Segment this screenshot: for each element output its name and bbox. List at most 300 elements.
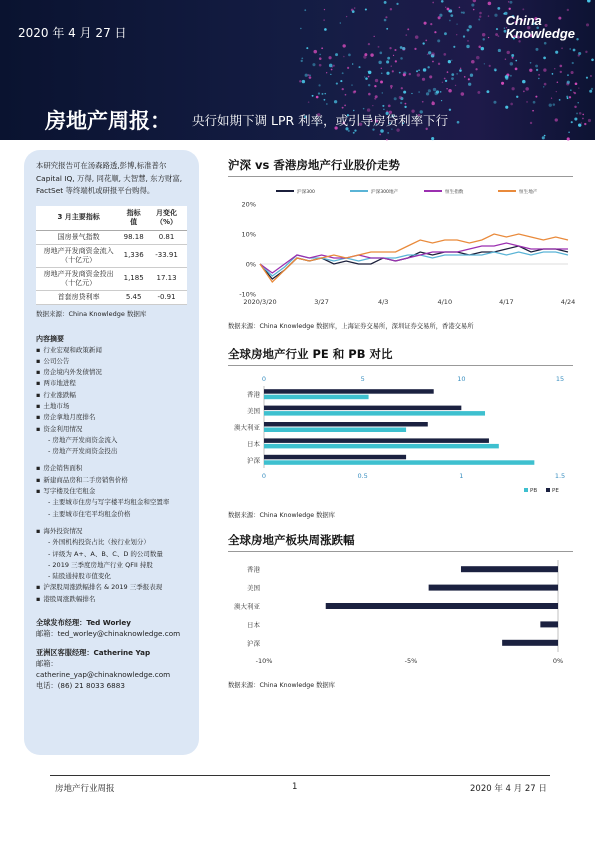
banner-dot [479, 16, 481, 18]
banner-dot [326, 103, 328, 105]
banner-dot [390, 8, 392, 10]
pb-bar [264, 395, 369, 400]
banner-dot [450, 10, 452, 12]
banner-dot [346, 16, 347, 17]
banner-dot [426, 92, 429, 95]
banner-dot [468, 83, 471, 86]
banner-dot [386, 139, 388, 141]
banner-dot [383, 109, 384, 110]
col-change: 月变化（%） [146, 206, 187, 231]
category-label: 澳大利亚 [234, 602, 260, 611]
banner-dot [333, 65, 335, 67]
banner-dot [495, 33, 498, 36]
pe-tick-label: 15 [555, 375, 565, 383]
banner-dot [468, 25, 471, 28]
toc-item[interactable]: ▪ 沪深股周涨跌幅排名 & 2019 三季报表现 [36, 582, 187, 593]
indicator-table-header [36, 206, 187, 231]
banner-dot [567, 137, 570, 140]
asia-email[interactable]: 邮箱：catherine_yap@chinaknowledge.com [36, 659, 171, 680]
banner-dot [509, 1, 512, 4]
cell: 首套房贷利率 [36, 290, 121, 304]
banner-dot [488, 15, 489, 16]
banner-dot [567, 9, 569, 11]
banner-dot [585, 51, 587, 53]
banner-dot [427, 66, 429, 68]
banner-dot [391, 66, 392, 67]
y-tick-label: 20% [241, 200, 256, 209]
banner-dot [363, 108, 365, 110]
change-bar [502, 640, 558, 646]
banner-dot [306, 47, 308, 49]
contact-info [36, 617, 187, 691]
banner-dot [400, 102, 402, 104]
banner-dot [587, 0, 591, 2]
banner-dot [323, 19, 324, 20]
category-label: 澳大利亚 [234, 423, 260, 432]
banner-dot [374, 98, 376, 100]
header-banner [0, 0, 595, 140]
banner-dot [324, 9, 325, 10]
banner-dot [567, 81, 570, 84]
pe-tick-label: 0 [261, 375, 267, 383]
banner-dot [344, 104, 346, 106]
banner-dot [384, 19, 387, 22]
banner-dot [441, 100, 442, 101]
table-row [36, 244, 187, 267]
banner-dot [330, 74, 331, 75]
banner-dot [475, 68, 477, 70]
banner-dot [396, 3, 398, 5]
x-tick-label: 4/24 [560, 298, 576, 306]
banner-dot [509, 8, 511, 10]
pe-bar [264, 389, 434, 394]
toc-item[interactable]: ▪ 公司公告 [36, 356, 187, 367]
banner-dot [551, 98, 552, 99]
banner-dot [448, 60, 451, 63]
banner-dot [432, 101, 433, 102]
banner-dot [354, 7, 356, 9]
global-manager: 全球发布经理：Ted Worley [36, 618, 131, 628]
banner-dot [313, 50, 317, 54]
toc-list [36, 345, 187, 606]
toc-item[interactable]: ▪ 写字楼及住宅租金 [36, 486, 187, 497]
banner-dot [535, 65, 538, 68]
toc-item[interactable]: - 主要城市住房与写字楼平均租金和空置率 [36, 497, 187, 508]
logo-line-2: Knowledge [505, 26, 575, 41]
x-tick-label: 4/10 [437, 298, 453, 306]
pb-bar [264, 411, 485, 416]
banner-dot [570, 89, 572, 91]
banner-dot [574, 92, 576, 94]
banner-dot [431, 137, 434, 140]
banner-dot [342, 88, 344, 90]
legend-label: 恒生指数 [445, 190, 464, 195]
banner-dot [552, 73, 554, 75]
cell: 1,185 [121, 267, 146, 290]
banner-dot [414, 48, 416, 50]
cell: 国房景气指数 [36, 230, 121, 244]
banner-dot [448, 89, 452, 93]
weekly-change-chart [228, 558, 573, 668]
banner-dot [342, 44, 345, 47]
banner-dot [422, 78, 425, 81]
banner-dot [482, 33, 485, 36]
banner-dot [505, 59, 506, 60]
banner-dot [582, 114, 584, 116]
legend-label: 恒生地产 [519, 190, 538, 195]
banner-dot [358, 66, 360, 68]
banner-dot [438, 16, 441, 19]
toc-item[interactable]: ▪ 资金利用情况 [36, 424, 187, 435]
banner-dot [323, 99, 325, 101]
banner-dot [343, 56, 345, 58]
toc-item[interactable]: - 房地产开发商资金流入 [36, 435, 187, 446]
banner-dot [495, 70, 497, 72]
banner-dot [436, 90, 439, 93]
cell: 房地产开发商资金投出（十亿元） [36, 267, 121, 290]
toc-item[interactable]: ▪ 房企销售面积 [36, 463, 187, 474]
banner-dot [407, 28, 409, 30]
banner-dot [302, 80, 305, 83]
toc-item[interactable]: - 评级为 A+、A、B、C、D 的公司数量 [36, 549, 187, 560]
banner-dot [403, 73, 406, 76]
banner-dot [354, 130, 356, 132]
category-label: 美国 [247, 407, 260, 416]
banner-dot [543, 86, 544, 87]
banner-dot [382, 105, 384, 107]
global-email[interactable]: 邮箱：ted_worley@chinaknowledge.com [36, 629, 181, 639]
banner-dot [406, 34, 408, 36]
banner-dot [569, 48, 571, 50]
banner-dot [385, 16, 387, 18]
banner-dot [308, 74, 310, 76]
banner-dot [571, 121, 573, 123]
toc-item[interactable]: - 陆股通持股市值变化 [36, 571, 187, 582]
banner-dot [451, 60, 452, 61]
banner-dot [335, 53, 338, 56]
banner-dot [507, 76, 509, 78]
report-date: 2020 年 4 月 27 日 [18, 26, 127, 40]
y-tick-label: -10% [239, 290, 256, 299]
table-row [36, 267, 187, 290]
banner-dot [512, 87, 515, 90]
pb-bar [264, 444, 499, 449]
logo-line-1: China [505, 13, 542, 28]
banner-dot [324, 28, 327, 31]
cell: 17.13 [146, 267, 187, 290]
banner-dot [300, 28, 301, 29]
pe-bar [264, 422, 428, 427]
banner-dot [544, 83, 547, 86]
category-label: 沪深 [247, 456, 260, 465]
banner-dot [544, 135, 546, 137]
banner-dot [416, 70, 418, 72]
banner-dot [461, 92, 465, 96]
banner-dot [342, 107, 344, 109]
banner-dot [473, 9, 475, 11]
banner-dot [427, 54, 429, 56]
banner-dot [378, 46, 380, 48]
banner-dot [301, 60, 303, 62]
banner-dot [466, 45, 469, 48]
banner-dot [390, 85, 393, 88]
banner-dot [445, 7, 446, 8]
toc-item[interactable]: ▪ 两市地进程 [36, 378, 187, 389]
banner-dot [588, 119, 591, 122]
banner-dot [449, 109, 451, 111]
banner-dot [496, 28, 498, 30]
banner-dot [451, 73, 454, 76]
banner-dot [567, 97, 569, 99]
banner-dot [394, 49, 396, 51]
banner-dot [574, 117, 577, 120]
banner-dot [299, 80, 301, 82]
banner-dot [394, 97, 397, 100]
banner-dot [535, 48, 538, 51]
toc-item[interactable]: ▪ 房企拿地月度排名 [36, 412, 187, 423]
banner-dot [400, 57, 403, 60]
x-tick-label: -5% [404, 657, 418, 665]
section1-title: 沪深 vs 香港房地产行业股价走势 [228, 158, 400, 172]
banner-dot [354, 90, 356, 92]
category-label: 香港 [247, 390, 260, 399]
section1-source: 数据来源：China Knowledge 数据库，上海证券交易所，深圳证券交易所，香港交易所 [228, 323, 474, 330]
banner-dot [381, 68, 382, 69]
banner-dot [561, 47, 563, 49]
banner-dot [382, 92, 383, 93]
banner-dot [336, 83, 338, 85]
legend-label: 沪深300 [297, 190, 315, 195]
pe-bar [264, 406, 461, 411]
banner-dot [389, 47, 391, 49]
indicator-table [36, 206, 187, 305]
stock-trend-chart [228, 182, 576, 310]
banner-dot [405, 103, 407, 105]
legend-label: 沪深300地产 [371, 190, 399, 195]
banner-dot [497, 7, 500, 10]
banner-dot [459, 7, 461, 9]
banner-dot [572, 62, 574, 64]
banner-dot [478, 45, 481, 48]
banner-dot [438, 63, 440, 65]
banner-dot [481, 47, 485, 51]
banner-dot [365, 77, 368, 80]
pe-bar [264, 438, 489, 443]
banner-dot [368, 76, 370, 78]
pe-tick-label: 10 [457, 375, 466, 383]
banner-dot [581, 122, 582, 123]
pb-bar [264, 428, 406, 433]
banner-dot [348, 54, 351, 57]
banner-dot [380, 81, 383, 84]
col-value: 指标值 [121, 206, 146, 231]
banner-dot [395, 60, 397, 62]
banner-dot [370, 53, 373, 56]
banner-dot [347, 67, 349, 69]
banner-dot [417, 73, 420, 76]
banner-dot [415, 35, 419, 39]
banner-dot [430, 23, 432, 25]
banner-dot [484, 63, 485, 64]
cell: 房地产开发商资金流入（十亿元） [36, 244, 121, 267]
section2-source: 数据来源：China Knowledge 数据库 [228, 512, 335, 519]
banner-dot [393, 55, 394, 56]
banner-dot [422, 42, 424, 44]
banner-dot [318, 84, 320, 86]
category-label: 日本 [247, 439, 260, 448]
banner-dot [368, 43, 370, 45]
report-title: 房地产周报： [45, 109, 171, 133]
toc-item[interactable]: ▪ 房企境内外发债情况 [36, 367, 187, 378]
change-bar [429, 585, 558, 591]
y-tick-label: 10% [241, 230, 256, 239]
x-tick-label: 2020/3/20 [243, 298, 277, 306]
banner-dot [549, 103, 552, 106]
banner-dot [510, 62, 513, 65]
category-label: 沪深 [247, 639, 260, 648]
cell: -33.91 [146, 244, 187, 267]
banner-dot [554, 68, 555, 69]
sidebar [24, 150, 199, 755]
banner-dot [433, 88, 436, 91]
banner-dot [508, 1, 509, 2]
banner-dot [409, 73, 411, 75]
banner-dot [498, 35, 500, 37]
section2-title: 全球房地产行业 PE 和 PB 对比 [228, 347, 393, 361]
banner-dot [322, 93, 324, 95]
banner-dot [456, 73, 457, 74]
banner-dot [553, 103, 556, 106]
cell: 0.81 [146, 230, 187, 244]
banner-dot [418, 69, 420, 71]
banner-dot [388, 104, 391, 107]
banner-dot [375, 86, 376, 87]
banner-dot [404, 106, 406, 108]
banner-dot [328, 56, 331, 59]
x-tick-label: 4/17 [499, 298, 514, 306]
footer-title: 房地产行业周报 [55, 784, 115, 794]
banner-dot [318, 92, 320, 94]
banner-dot [434, 31, 436, 33]
x-tick-label: 3/27 [314, 298, 329, 306]
banner-dot [399, 96, 402, 99]
banner-dot [384, 1, 387, 4]
banner-dot [334, 100, 337, 103]
banner-dot [535, 96, 537, 98]
banner-dot [309, 76, 312, 79]
banner-dot [471, 3, 474, 6]
banner-dot [542, 136, 545, 139]
cell: 1,336 [121, 244, 146, 267]
banner-dot [486, 90, 489, 93]
banner-dot [582, 118, 584, 120]
banner-dot [489, 65, 491, 67]
toc-item[interactable]: ▪ 行业涨跌幅 [36, 390, 187, 401]
banner-dot [567, 74, 569, 76]
banner-dot [447, 8, 450, 11]
banner-dot [379, 134, 381, 136]
pb-tick-label: 1 [459, 472, 464, 480]
banner-dot [423, 68, 426, 71]
toc-item[interactable]: - 2019 三季度房地产行业 QFII 持股 [36, 560, 187, 571]
banner-dot [308, 101, 309, 102]
toc-item[interactable]: - 房地产开发商资金投出 [36, 446, 187, 457]
toc-item[interactable]: - 外国机构投资占比（按行业划分） [36, 537, 187, 548]
banner-dot [589, 90, 592, 93]
banner-dot [456, 23, 457, 24]
banner-dot [331, 69, 333, 71]
banner-dot [392, 70, 394, 72]
banner-dot [555, 118, 558, 121]
banner-dot [559, 99, 561, 101]
banner-dot [555, 51, 558, 54]
banner-dot [437, 39, 440, 42]
banner-dot [422, 101, 424, 103]
banner-dot [569, 96, 571, 98]
banner-dot [453, 46, 455, 48]
banner-dot [326, 72, 327, 73]
banner-dot [342, 72, 344, 74]
banner-dot [363, 55, 366, 58]
toc-item[interactable]: - 主要城市住宅平均租金价格 [36, 509, 187, 520]
banner-dot [559, 65, 562, 68]
banner-dot [591, 88, 593, 90]
banner-dot [445, 80, 447, 82]
banner-dot [591, 59, 594, 62]
banner-dot [432, 2, 434, 4]
asia-phone: 电话：(86) 21 8033 6883 [36, 681, 125, 691]
toc-item[interactable]: ▪ 海外投资情况 [36, 526, 187, 537]
series-line [260, 246, 568, 279]
toc-item[interactable]: ▪ 港股周涨跌幅排名 [36, 594, 187, 605]
toc-item[interactable]: ▪ 新建商品房和二手房销售价格 [36, 475, 187, 486]
banner-dot [372, 105, 373, 106]
banner-dot [381, 72, 383, 74]
table-row [36, 290, 187, 304]
banner-dot [538, 78, 539, 79]
banner-dot [380, 52, 383, 55]
banner-dot [574, 106, 576, 108]
banner-dot [387, 132, 389, 134]
banner-dot [536, 69, 538, 71]
banner-dot [511, 54, 514, 57]
banner-dot [446, 88, 447, 89]
legend-label: PB [530, 488, 538, 494]
banner-dot [348, 130, 350, 132]
cell: 5.45 [121, 290, 146, 304]
toc-item[interactable]: ▪ 行业宏观和政策新闻 [36, 345, 187, 356]
banner-dot [578, 54, 580, 56]
banner-dot [523, 91, 525, 93]
y-tick-label: 0% [245, 260, 256, 269]
banner-dot [505, 106, 508, 109]
banner-dot [440, 91, 442, 93]
banner-dot [464, 76, 466, 78]
banner-dot [493, 101, 496, 104]
toc-item[interactable]: ▪ 土地市场 [36, 401, 187, 412]
section1-divider [228, 176, 573, 177]
banner-dot [473, 0, 476, 2]
change-bar [461, 566, 558, 572]
banner-dot [468, 78, 470, 80]
banner-dot [378, 61, 381, 64]
banner-dot [529, 69, 532, 72]
banner-dot [442, 82, 443, 83]
banner-dot [329, 64, 333, 68]
banner-dot [494, 14, 497, 17]
banner-dot [463, 12, 465, 14]
banner-dot [512, 57, 514, 59]
